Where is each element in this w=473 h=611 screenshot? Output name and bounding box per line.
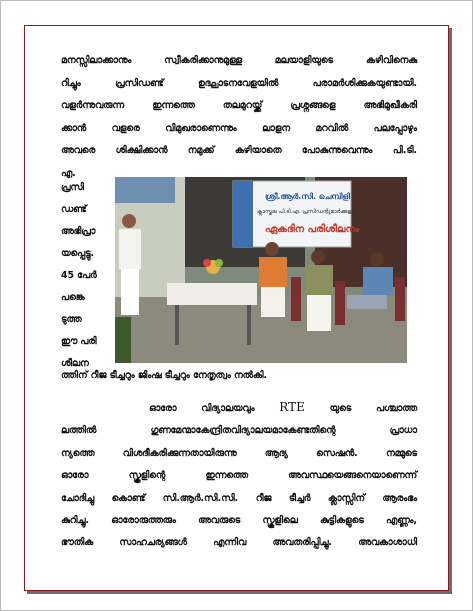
banner-subtitle: ക്ലാസ്തല പി.ടി.എ. പ്രസിഡന്റുമാർക്കുള്ള: [257, 209, 355, 215]
text-line: പ്രസി: [61, 182, 84, 193]
paragraph-1: [61, 50, 417, 185]
paragraph-2: [61, 396, 417, 555]
text-line: ചോദിച്ചു കൊണ്ട് സി.ആർ.സി.സി. റീജ ടീച്ചർ ക്ലാസ്സിന് ആരംഭം: [61, 492, 417, 504]
text-fragment: ഓരോ വിദ്യാലയവും: [149, 403, 255, 414]
text-line: 45 പേർ: [61, 270, 97, 281]
text-line: ഡണ്ട്: [61, 204, 87, 215]
text-line: പങ്കെ: [61, 292, 85, 303]
text-line: ഈ പരി: [61, 336, 97, 347]
text-line: യപ്പെട്ടു.: [61, 248, 95, 259]
text-line: ക്കാൻ വളരെ വിമുഖരാണെന്നും ലാളന മറവിൽ പലപ്പോഴും: [61, 122, 417, 134]
text-line: റിച്ചും പ്രസിഡണ്ട് ഉദ്ഘാടനവേളയിൽ പരാമർശിക്കുകയുണ്ടായി.: [61, 77, 417, 89]
text-line: ഓരോ സ്കൂളിന്റെ ഇന്നത്തെ അവസ്ഥയെങ്ങനെയാണെന്ന്: [61, 470, 417, 482]
text-line: ഭൗതിക സാഹചര്യങ്ങൾ എന്നിവ അവതരിപ്പിച്ചു. അവകാശാധി: [61, 537, 417, 549]
text-fragment: യുടെ പശ്ചാത്ത: [329, 403, 417, 414]
side-text-column: [61, 177, 113, 375]
text-line: ശീലന: [61, 358, 89, 369]
banner-title: ശ്രീ.ആർ.സി. ചെമ്പിളി: [265, 192, 350, 201]
text-line: അഭിപ്രാ: [61, 226, 96, 237]
text-line: അവരെ ശിക്ഷിക്കാൻ നമുക്ക് കഴിയാതെ പോകുന്നുവെന്നും പി.ടി.: [61, 145, 417, 156]
meeting-photo: [115, 177, 407, 363]
text-line: ത്തിന് റീജ ടീച്ചറും ജിംഷ ടീച്ചറും നേതൃത്വം നൽകി.: [61, 370, 267, 381]
banner-heading: ഏകദിന പരിശീലനം: [265, 224, 359, 235]
text-line: ടുത്ത: [61, 314, 82, 325]
text-line: മനസ്സിലാക്കാനും സ്വീകരിക്കാനുമുള്ള മലയാളിയുടെ കഴിവിനെകു: [61, 55, 417, 66]
text-line: എ.: [61, 167, 76, 179]
rte-term: RTE: [279, 400, 305, 414]
text-line: വളർന്നുവരുന്ന ഇന്നത്തെ തലമുറയ്ക്ക് പ്രശ്നങ്ങളെ അഭിമുഖീകരി: [61, 100, 417, 111]
text-line: ലത്തിൽ ഗുണമേന്മാകേന്ദ്രിതവിദ്യാലയമാകേണ്ടതിന്റെ പ്രാധാ: [61, 425, 417, 437]
text-line: കുറിച്ചു. ഓരോരുത്തരും അവരുടെ സ്കൂളിലെ കുട്ടികളുടെ എണ്ണം,: [61, 515, 417, 527]
text-line: [61, 396, 417, 420]
text-line: ന്യത്തെ വിശദീകരിക്കുന്നതായിരുന്നു ആദ്യ സെഷൻ. നമ്മുടെ: [61, 447, 417, 459]
